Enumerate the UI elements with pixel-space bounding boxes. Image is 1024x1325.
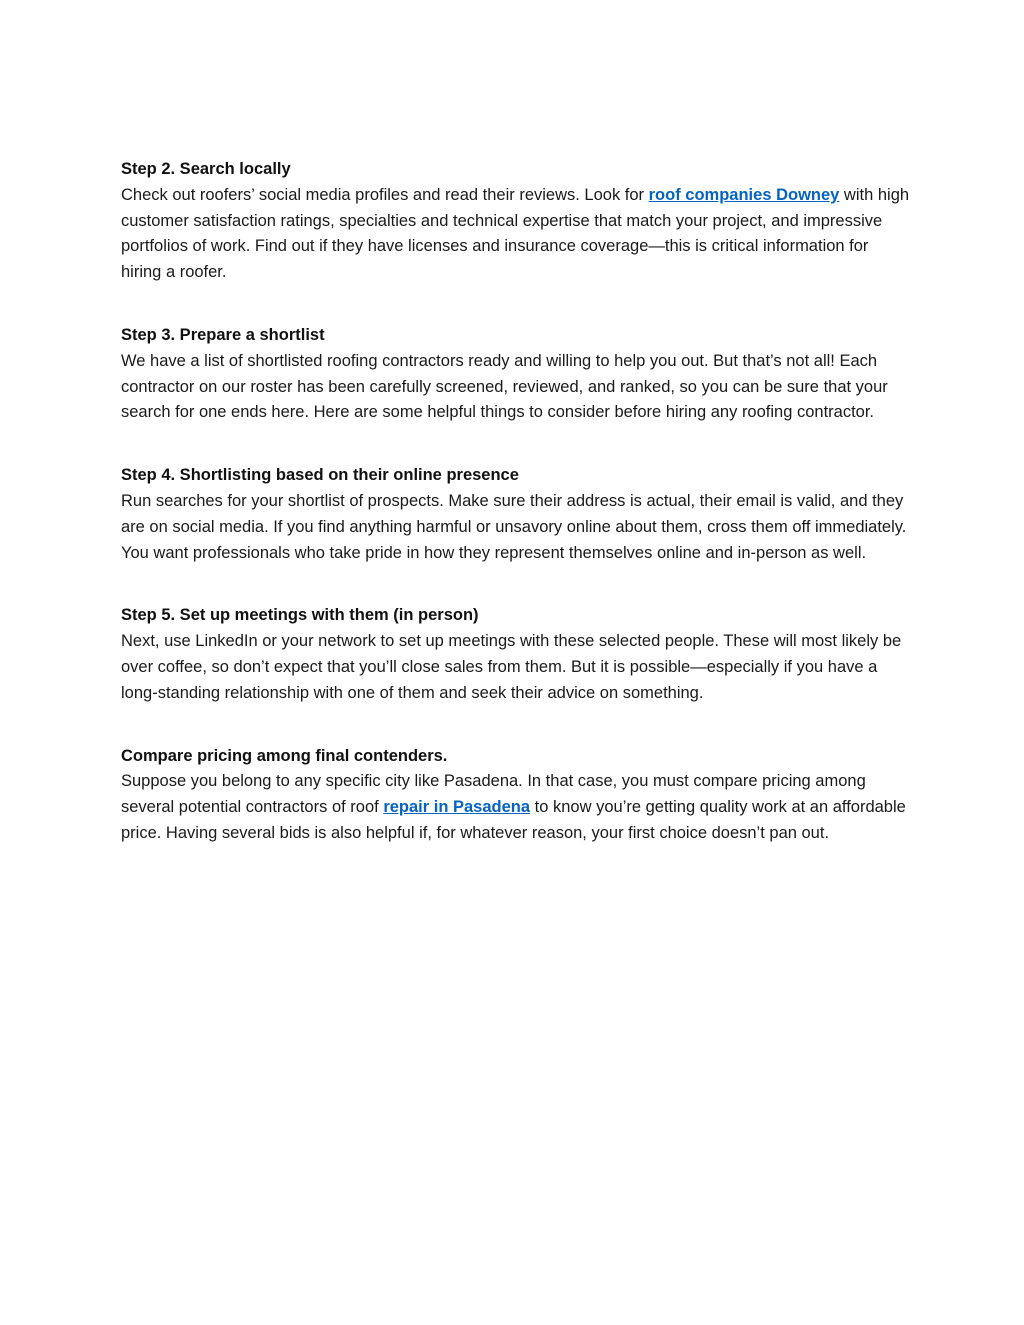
section-paragraph: We have a list of shortlisted roofing contractors ready and willing to help you out. But that’s not all! Each contractor on our roster has been carefully screened, reviewed, and ranked, so you can be sure that your search for one ends here. Here are some helpful things to consider before hiring any roofing contractor. (121, 351, 888, 422)
paragraph-text: Suppose you belong to any specific city like Pasadena. In that case, you must compare pricing among several potential contractors of roof (121, 772, 866, 817)
section-heading: Step 2. Search locally (121, 160, 291, 178)
section-heading: Step 4. Shortlisting based on their online presence (121, 466, 519, 485)
section-step-4 (121, 463, 911, 566)
section-step-2 (121, 157, 911, 286)
section-compare-pricing (121, 744, 911, 847)
paragraph-text: with high customer satisfaction ratings, specialties and technical expertise that match your project, and impressive portfolios of work. Find out if they have licenses and insurance coverage—this is critical information for hiring a roofer. (121, 185, 910, 282)
section-paragraph: Run searches for your shortlist of prospects. Make sure their address is actual, their email is valid, and they are on social media. If you find anything harmful or unsavory online about them, cross them off immediately. You want professionals who take pride in how they represent themselves online and in-person as well. (121, 491, 907, 562)
section-step-5 (121, 603, 911, 706)
section-paragraph (121, 769, 911, 846)
section-heading: Step 5. Set up meetings with them (in person) (121, 606, 479, 625)
link-roof-companies-downey[interactable]: roof companies Downey (648, 185, 840, 204)
paragraph-text: to know you’re getting quality work at an affordable price. Having several bids is also helpful if, for whatever reason, your first choice doesn’t pan out. (121, 798, 906, 842)
section-paragraph (121, 183, 911, 286)
section-heading: Compare pricing among final contenders. (121, 746, 448, 765)
document-page (121, 157, 911, 884)
paragraph-text: Check out roofers’ social media profiles and read their reviews. Look for (121, 185, 649, 204)
section-step-3 (121, 323, 911, 426)
link-repair-in-pasadena[interactable]: repair in Pasadena (383, 798, 531, 817)
section-paragraph: Next, use LinkedIn or your network to set up meetings with these selected people. These will most likely be over coffee, so don’t expect that you’ll close sales from them. But it is possible—especially if you have a long-standing relationship with one of them and seek their advice on something. (121, 632, 902, 702)
section-heading: Step 3. Prepare a shortlist (121, 325, 325, 344)
